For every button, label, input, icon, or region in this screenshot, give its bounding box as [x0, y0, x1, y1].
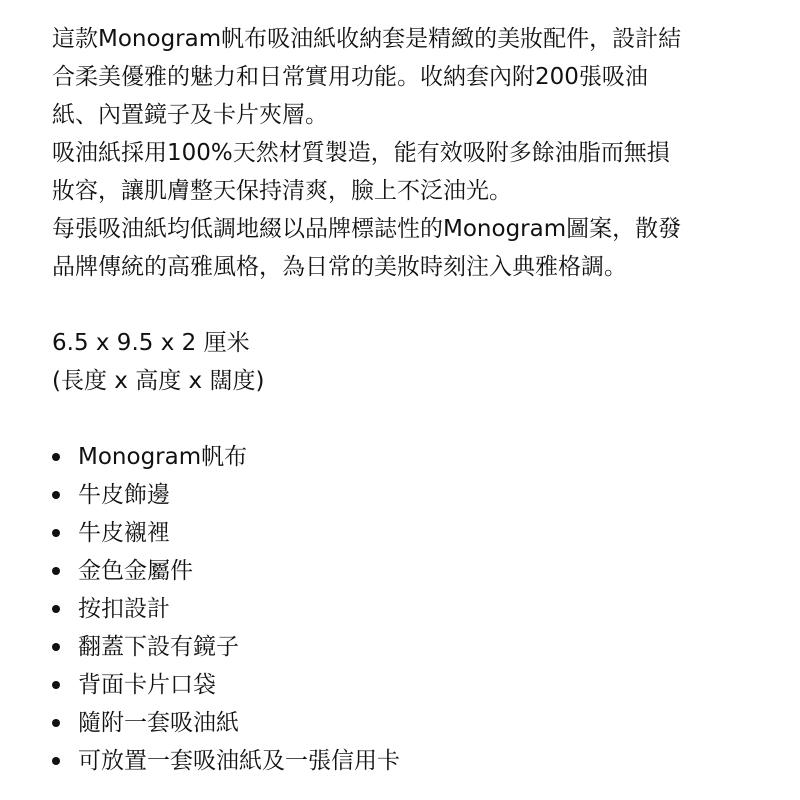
feature-item	[52, 628, 752, 666]
feature-item	[52, 590, 752, 628]
feature-item	[52, 552, 752, 590]
feature-text: 牛皮飾邊	[78, 482, 170, 508]
description-line: 妝容，讓肌膚整天保持清爽，臉上不泛油光。	[52, 178, 512, 204]
bullet-icon	[52, 757, 60, 765]
feature-item	[52, 476, 752, 514]
bullet-icon	[52, 719, 60, 727]
product-dimensions	[52, 324, 752, 400]
feature-text: 背面卡片口袋	[78, 672, 216, 698]
feature-item	[52, 514, 752, 552]
bullet-icon	[52, 643, 60, 651]
dimensions-legend: (長度 x 高度 x 闊度)	[52, 368, 265, 394]
bullet-icon	[52, 529, 60, 537]
feature-item	[52, 438, 752, 476]
feature-text: 可放置一套吸油紙及一張信用卡	[78, 748, 400, 774]
bullet-icon	[52, 567, 60, 575]
bullet-icon	[52, 491, 60, 499]
description-line: 品牌傳統的高雅風格，為日常的美妝時刻注入典雅格調。	[52, 254, 627, 280]
bullet-icon	[52, 453, 60, 461]
feature-text: Monogram帆布	[78, 444, 248, 470]
dimensions-size: 6.5 x 9.5 x 2 厘米	[52, 330, 250, 356]
feature-text: 牛皮襯裡	[78, 520, 170, 546]
description-line: 每張吸油紙均低調地綴以品牌標誌性的Monogram圖案，散發	[52, 216, 682, 242]
feature-item	[52, 742, 752, 780]
bullet-icon	[52, 605, 60, 613]
description-line: 紙、內置鏡子及卡片夾層。	[52, 102, 328, 128]
feature-list	[52, 438, 752, 780]
feature-item	[52, 666, 752, 704]
product-details	[52, 20, 752, 780]
feature-text: 金色金屬件	[78, 558, 193, 584]
feature-text: 翻蓋下設有鏡子	[78, 634, 239, 660]
feature-text: 按扣設計	[78, 596, 170, 622]
description-line: 吸油紙採用100%天然材質製造，能有效吸附多餘油脂而無損	[52, 140, 670, 166]
bullet-icon	[52, 681, 60, 689]
feature-text: 隨附一套吸油紙	[78, 710, 239, 736]
feature-item	[52, 704, 752, 742]
description-line: 這款Monogram帆布吸油紙收納套是精緻的美妝配件，設計結	[52, 26, 682, 52]
product-description	[52, 20, 752, 286]
description-line: 合柔美優雅的魅力和日常實用功能。收納套內附200張吸油	[52, 64, 648, 90]
